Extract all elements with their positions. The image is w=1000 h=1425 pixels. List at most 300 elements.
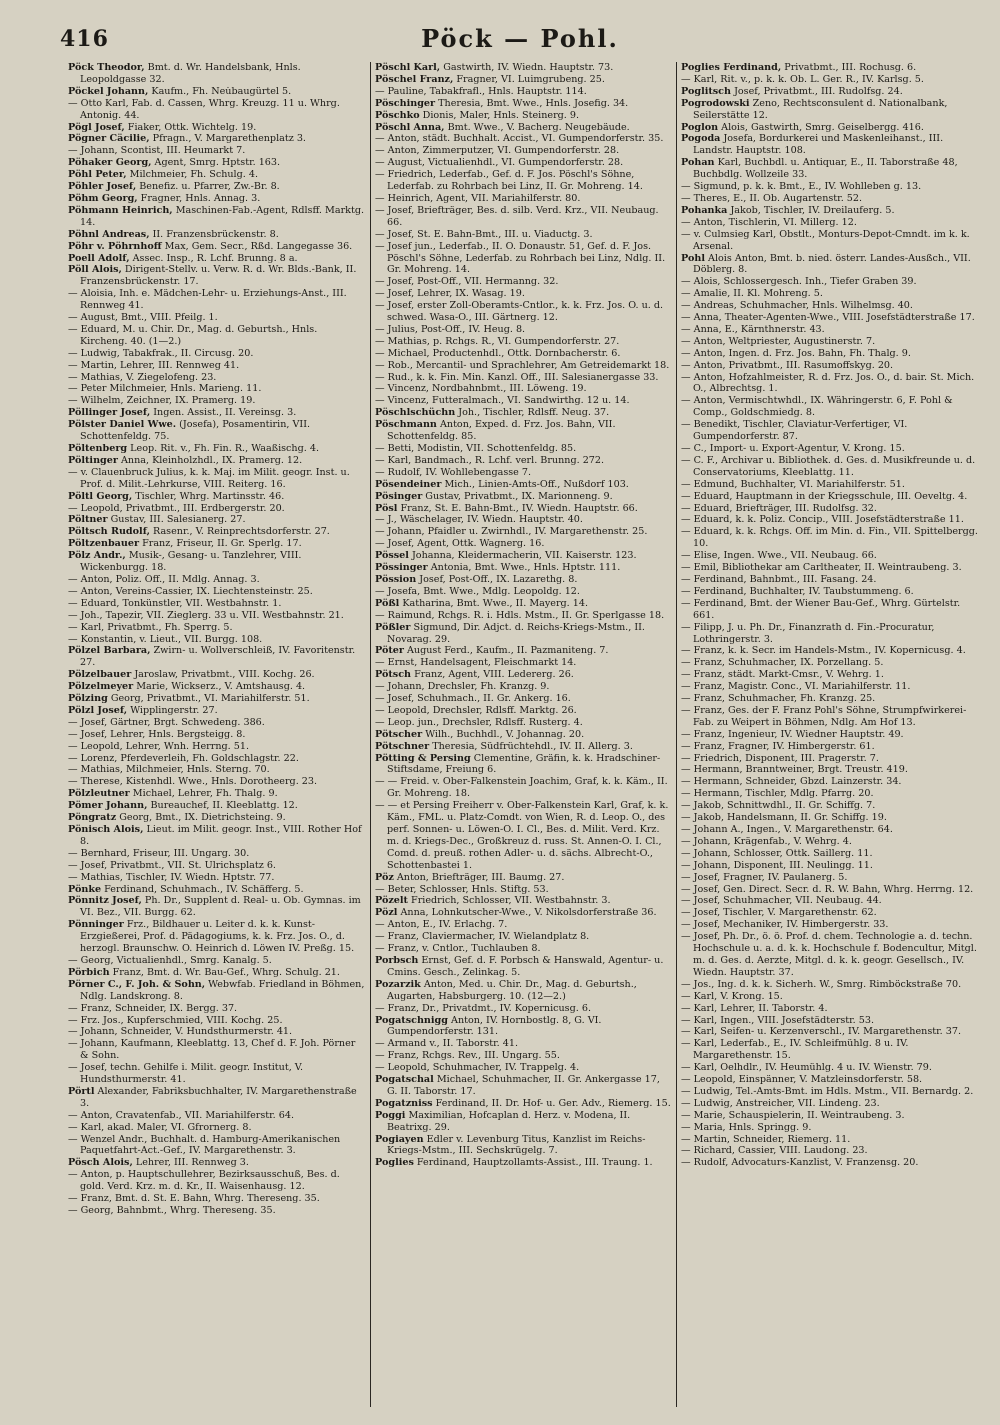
directory-entry	[681, 1003, 978, 1015]
entry-name: Pölzing	[68, 693, 108, 705]
entry-text: — Leopold, Drechsler, Rdlsff. Marktg. 26.	[375, 704, 577, 716]
entry-text: — Karl, Lehrer, II. Taborstr. 4.	[681, 1002, 828, 1014]
entry-name: Pössel	[375, 550, 409, 562]
entry-text: Theresia, Bmt. Wwe., Hnls. Josefig. 34.	[435, 97, 629, 109]
entry-text: — Leopold, Privatbmt., III. Erdbergerstr. 20.	[68, 502, 285, 514]
entry-name: Pöhnl Andreas,	[68, 228, 150, 240]
entry-text: Ph. Dr., Supplent d. Real- u. Ob. Gymnas. im VI. Bez., VII. Burgg. 62.	[80, 895, 361, 919]
entry-text: — Leopold, Lehrer, Wnh. Herrng. 51.	[68, 740, 250, 752]
entry-text: — Anna, Theater-Agenten-Wwe., VIII. Josefstädterstraße 17.	[681, 312, 975, 324]
entry-text: Ferdinand, Hauptzollamts-Assist., III. Traung. 1.	[413, 1157, 653, 1169]
directory-entry	[68, 253, 366, 265]
entry-text: Anna, Kleinholzhdl., IX. Pramerg. 12.	[117, 454, 303, 466]
entry-name: Pöter	[375, 645, 404, 657]
entry-text: — Leopold, Einspänner, V. Matzleinsdorferstr. 58.	[681, 1074, 923, 1086]
entry-name: Pölzl Josef,	[68, 704, 128, 716]
entry-text: — Josef, Privatbmt., VII. St. Ulrichsplatz 6.	[68, 859, 276, 871]
entry-text: — Sigmund, p. k. k. Bmt., E., IV. Wohlleben g. 13.	[681, 181, 922, 193]
entry-text: Milchmeier, Fh. Schulg. 4.	[126, 169, 259, 181]
column-2	[370, 62, 676, 1407]
entry-text: — Anton, Hofzahlmeister, R. d. Frz. Jos. O., d. bair. St. Mich. O., Albrechtsg. 1.	[681, 371, 975, 395]
entry-text: — Alois, Schlossergesch. Inh., Tiefer Graben 39.	[681, 276, 917, 288]
directory-entry	[68, 193, 366, 205]
directory-entry	[375, 1074, 672, 1098]
entry-name: Pölzleutner	[68, 788, 130, 800]
directory-entry	[375, 1157, 672, 1169]
directory-entry	[681, 1145, 978, 1157]
entry-text: — Johann, Schlosser, Ottk. Saillerg. 11.	[681, 847, 873, 859]
entry-text: — Karl, Privatbmt., Fh. Sperrg. 5.	[68, 621, 233, 633]
entry-text: Fiaker, Ottk. Wichtelg. 19.	[124, 121, 257, 133]
entry-text: — Heinrich, Agent, VII. Mariahilferstr. 80.	[375, 192, 581, 204]
directory-entry	[681, 598, 978, 622]
entry-name: Porbsch	[375, 954, 419, 966]
entry-text: — Beter, Schlosser, Hnls. Stiftg. 53.	[375, 883, 549, 895]
directory-entry	[681, 455, 978, 479]
entry-text: (Josefa), Posamentirin, VII. Schottenfeldg. 75.	[80, 419, 311, 443]
directory-entry	[681, 348, 978, 360]
directory-entry	[68, 669, 366, 681]
entry-name: Pogoda	[681, 133, 721, 145]
directory-entry	[681, 86, 978, 98]
directory-entry	[68, 229, 366, 241]
entry-text: — Mathias, Milchmeier, Hnls. Sterng. 70.	[68, 764, 270, 776]
entry-text: Bmt. Wwe., V. Bacherg. Neugebäude.	[444, 121, 630, 133]
directory-entry	[375, 717, 672, 729]
directory-entry	[375, 276, 672, 288]
directory-entry	[681, 800, 978, 812]
directory-entry	[375, 895, 672, 907]
entry-name: Pöz	[375, 871, 394, 883]
directory-entry	[375, 479, 672, 491]
entry-text: — Josef, Lehrer, Hnls. Bergsteigg. 8.	[68, 728, 246, 740]
entry-text: — Karl, Ingen., VIII. Josefstädterstr. 53.	[681, 1014, 874, 1026]
directory-entry	[681, 645, 978, 657]
directory-entry	[681, 253, 978, 277]
entry-text: — Jakob, Handelsmann, II. Gr. Schiffg. 19.	[681, 812, 887, 824]
entry-text: Webwfab. Friedland in Böhmen, Ndlg. Landskrong. 8.	[80, 978, 365, 1002]
entry-text: Gustav, Privatbmt., IX. Marionneng. 9.	[422, 490, 613, 502]
directory-entry	[375, 419, 672, 443]
entry-name: Pölzelmeyer	[68, 681, 134, 693]
entry-text: Rasenr., V. Reinprechtsdorferstr. 27.	[149, 526, 330, 538]
directory-entry	[68, 86, 366, 98]
entry-text: — Bernhard, Friseur, III. Ungarg. 30.	[68, 847, 250, 859]
running-head: Pöck — Pohl.	[421, 24, 619, 53]
directory-entry	[681, 562, 978, 574]
directory-entry	[681, 98, 978, 122]
entry-text: — Jos., Ing. d. k. k. Sicherh. W., Smrg. Rimböckstraße 70.	[681, 978, 962, 990]
directory-entry	[681, 919, 978, 931]
entry-text: Clementine, Gräfin, k. k. Hradschiner-Stiftsdame, Freiung 6.	[387, 752, 661, 776]
directory-entry	[681, 836, 978, 848]
entry-text: — Johann, Disponent, III. Neulingg. 11.	[681, 859, 873, 871]
entry-text: Gustav, III. Salesianerg. 27.	[107, 514, 246, 526]
entry-text: — Josef, St. E. Bahn-Bmt., III. u. Viaductg. 3.	[375, 228, 593, 240]
directory-entry	[68, 526, 366, 538]
entry-text: — Josef, Agent, Ottk. Wagnerg. 16.	[375, 538, 545, 550]
entry-text: Zwirn- u. Wollverschleiß, IV. Favoritenstr. 27.	[80, 645, 356, 669]
entry-text: Georg, Bmt., IX. Dietrichsteing. 9.	[116, 812, 286, 824]
directory-entry	[375, 526, 672, 538]
entry-name: Pöck Theodor,	[68, 62, 145, 73]
directory-entry	[375, 348, 672, 360]
directory-entry	[375, 979, 672, 1003]
entry-text: Ingen. Assist., II. Vereinsg. 3.	[150, 407, 297, 419]
directory-entry	[681, 1110, 978, 1122]
entry-text: Dionis, Maler, Hnls. Steinerg. 9.	[419, 109, 580, 121]
entry-name: Pöschmann	[375, 419, 437, 431]
directory-entry	[681, 1015, 978, 1027]
directory-entry	[68, 1015, 366, 1027]
directory-entry	[375, 300, 672, 324]
directory-entry	[681, 729, 978, 741]
column-3	[676, 62, 982, 1407]
directory-entry	[68, 824, 366, 848]
directory-entry	[68, 753, 366, 765]
entry-name: Pörbich	[68, 966, 110, 978]
directory-entry	[68, 514, 366, 526]
entry-text: — Josef, Briefträger, Bes. d. silb. Verd. Krz., VII. Neubaug. 66.	[375, 204, 659, 228]
entry-text: Michael, Lehrer, Fh. Thalg. 9.	[129, 788, 278, 800]
directory-entry	[68, 467, 366, 491]
directory-entry	[375, 122, 672, 134]
entry-text: Zeno, Rechtsconsulent d. Nationalbank, Seilerstätte 12.	[693, 97, 948, 121]
entry-name: Pötscher	[375, 728, 423, 740]
entry-text: — Karl, Rit. v., p. k. k. Ob. L. Ger. R., IV. Karlsg. 5.	[681, 73, 924, 85]
entry-name: Pöschko	[375, 109, 420, 121]
entry-text: Lehrer, III. Rennweg 3.	[132, 1157, 249, 1169]
entry-text: — Eduard, M. u. Chir. Dr., Mag. d. Geburtsh., Hnls. Kircheng. 40. (1—2.)	[68, 323, 318, 347]
entry-text: — Johann, Schneider, V. Hundsthurmerstr. 41.	[68, 1026, 293, 1038]
directory-entry	[375, 360, 672, 372]
directory-entry	[68, 1110, 366, 1122]
entry-text: — Ferdinand, Buchhalter, IV. Taubstummeng. 6.	[681, 585, 914, 597]
entry-text: — Martin, Lehrer, III. Rennweg 41.	[68, 359, 240, 371]
entry-text: Alois Anton, Bmt. b. nied. österr. Landes-Ausßch., VII. Döblerg. 8.	[693, 252, 971, 276]
entry-text: Josef, Privatbmt., III. Rudolfsg. 24.	[731, 85, 903, 97]
directory-entry	[681, 526, 978, 550]
directory-entry	[681, 1134, 978, 1146]
directory-entry	[681, 788, 978, 800]
directory-entry	[375, 86, 672, 98]
entry-text: — Johann, Pfaidler u. Zwirnhdl., IV. Margarethenstr. 25.	[375, 526, 648, 538]
entry-text: — Julius, Post-Off., IV. Heug. 8.	[375, 323, 526, 335]
directory-entry	[681, 705, 978, 729]
entry-text: — Mathias, V. Ziegelofeng. 23.	[68, 371, 217, 383]
entry-name: Pölzel Barbara,	[68, 645, 151, 657]
entry-name: Pogiayen	[375, 1133, 424, 1145]
directory-entry	[681, 1086, 978, 1098]
entry-text: Katharina, Bmt. Wwe., II. Mayerg. 14.	[399, 597, 589, 609]
directory-entry	[68, 812, 366, 824]
directory-entry	[68, 241, 366, 253]
entry-text: — Anton, p. Hauptschullehrer, Bezirksausschuß, Bes. d. gold. Verd. Krz. m. d. Kr., II. Waisenhausg. 12.	[68, 1169, 340, 1193]
directory-columns	[64, 62, 984, 1407]
directory-entry	[681, 860, 978, 872]
directory-entry	[68, 157, 366, 169]
directory-entry	[68, 169, 366, 181]
directory-entry	[375, 98, 672, 110]
entry-text: — Marie, Schauspielerin, II. Weintraubeng. 3.	[681, 1109, 905, 1121]
entry-name: Pössinger	[375, 562, 428, 574]
directory-entry	[68, 741, 366, 753]
entry-name: Pöschel Franz,	[375, 73, 454, 85]
entry-text: — Betti, Modistin, VII. Schottenfeldg. 85.	[375, 443, 577, 454]
directory-entry	[68, 395, 366, 407]
entry-name: Pörner C., F. Joh. & Sohn,	[68, 978, 206, 990]
directory-entry	[681, 764, 978, 776]
entry-text: Leop. Rit. v., Fh. Fin. R., Waaßischg. 4.	[127, 443, 320, 454]
entry-name: Pöhl Peter,	[68, 169, 127, 181]
directory-entry	[375, 681, 672, 693]
directory-entry	[681, 907, 978, 919]
directory-entry	[68, 764, 366, 776]
directory-entry	[681, 991, 978, 1003]
entry-name: Pötsch	[375, 669, 412, 681]
page-header	[60, 20, 980, 60]
entry-name: Pogatschal	[375, 1074, 434, 1086]
directory-entry	[68, 1038, 366, 1062]
entry-name: Pohanka	[681, 204, 728, 216]
directory-entry	[68, 443, 366, 455]
entry-name: Pöll Alois,	[68, 264, 122, 276]
entry-name: Pöhm Georg,	[68, 192, 138, 204]
directory-entry	[681, 753, 978, 765]
directory-entry	[375, 753, 672, 777]
entry-text: — Josef, Lehrer, IX. Wasag. 19.	[375, 288, 525, 300]
entry-name: Pömer Johann,	[68, 800, 148, 812]
entry-text: — Anton, Privatbmt., III. Rasumoffskyg. 20.	[681, 359, 894, 371]
entry-text: — Ludwig, Anstreicher, VII. Lindeng. 23.	[681, 1097, 880, 1109]
entry-text: Kaufm., Fh. Neu̇baugürtel 5.	[148, 85, 292, 97]
entry-text: Jaroslaw, Privatbmt., VIII. Kochg. 26.	[131, 669, 315, 681]
directory-entry	[68, 884, 366, 896]
directory-entry	[375, 288, 672, 300]
directory-entry	[375, 1110, 672, 1134]
directory-entry	[375, 395, 672, 407]
entry-text: — Josef jun., Lederfab., II. O. Donaustr. 51, Gef. d. F. Jos. Pöschl's Söhne, Lederfab. zu Rohrbach bei Linz, Ndlg. II. Gr. Mohreng. 14.	[375, 240, 666, 276]
directory-entry	[375, 610, 672, 622]
directory-entry	[375, 503, 672, 515]
entry-name: Pogatschnigg	[375, 1014, 448, 1026]
entry-name: Pöschlschüchn	[375, 407, 456, 419]
directory-entry	[681, 681, 978, 693]
entry-text: Mich., Linien-Amts-Off., Nußdorf 103.	[441, 478, 629, 490]
entry-text: Antonia, Bmt. Wwe., Hnls. Hptstr. 111.	[427, 562, 621, 574]
entry-text: — Leopold, Schuhmacher, IV. Trappelg. 4.	[375, 1062, 580, 1074]
entry-text: — Josefa, Bmt. Wwe., Mdlg. Leopoldg. 12.	[375, 585, 580, 597]
entry-name: Pöhr v. Pöhrnhoff	[68, 240, 162, 252]
directory-entry	[375, 705, 672, 717]
directory-entry	[68, 1026, 366, 1038]
entry-text: Josefa, Bordurkerei und Maskenleihanst., III. Landstr. Hauptstr. 108.	[693, 133, 944, 157]
directory-entry	[681, 276, 978, 288]
directory-entry	[68, 1086, 366, 1110]
entry-name: Pölzelbauer	[68, 669, 132, 681]
entry-text: Lieut. im Milit. geogr. Inst., VIII. Rother Hof 8.	[80, 824, 362, 847]
entry-text: Max, Gem. Secr., Rßd. Langegasse 36.	[161, 240, 353, 252]
directory-entry	[375, 919, 672, 931]
entry-text: Bureauchef, II. Kleeblattg. 12.	[147, 800, 298, 812]
entry-text: Agent, Smrg. Hptstr. 163.	[151, 157, 281, 169]
directory-entry	[68, 610, 366, 622]
entry-name: Poggi	[375, 1109, 406, 1121]
directory-entry	[375, 324, 672, 336]
entry-text: — Franz, v. Cntlor., Tuchlauben 8.	[375, 943, 541, 955]
entry-text: Franz, Agent, VIII. Ledererg. 26.	[411, 669, 574, 681]
directory-entry	[375, 514, 672, 526]
entry-text: — Franz, städt. Markt-Cmsr., V. Wehrg. 1.	[681, 669, 884, 681]
entry-name: Pözl	[375, 907, 398, 919]
directory-entry	[68, 979, 366, 1003]
entry-text: — Josef, Mechaniker, IV. Himbergerstr. 33.	[681, 919, 889, 931]
entry-name: Poglies Ferdinand,	[681, 62, 782, 73]
directory-entry	[681, 419, 978, 443]
entry-text: — Eduard, k. k. Poliz. Concip., VIII. Josefstädterstraße 11.	[681, 514, 964, 526]
entry-text: Michael, Schuhmacher, II. Gr. Ankergasse 17, G. II. Taborstr. 17.	[387, 1074, 660, 1097]
directory-entry	[375, 229, 672, 241]
entry-text: Theresia, Südfrüchtehdl., IV. II. Allerg. 3.	[429, 740, 633, 752]
entry-name: Pohan	[681, 157, 715, 169]
entry-text: — Josef, Tischler, V. Margarethenstr. 62.	[681, 907, 877, 919]
entry-text: — Mathias, p. Rchgs. R., VI. Gumpendorferstr. 27.	[375, 335, 620, 347]
directory-entry	[375, 586, 672, 598]
entry-name: Pögner Cäcilie,	[68, 133, 150, 145]
entry-text: — Franz, Magistr. Conc., VI. Mariahilferstr. 11.	[681, 681, 911, 693]
entry-text: — Elise, Ingen. Wwe., VII. Neubaug. 66.	[681, 550, 877, 562]
entry-text: — Wilhelm, Zeichner, IX. Pramerg. 19.	[68, 395, 256, 407]
entry-name: Pozarzik	[375, 978, 421, 990]
directory-entry	[68, 1205, 366, 1217]
directory-entry	[68, 419, 366, 443]
directory-entry	[68, 1157, 366, 1169]
directory-entry	[375, 872, 672, 884]
directory-entry	[375, 931, 672, 943]
entry-text: — Benedikt, Tischler, Claviatur-Verfertiger, VI. Gumpendorferstr. 87.	[681, 419, 908, 443]
entry-text: — Karl, Seifen- u. Kerzenverschl., IV. Margarethenstr. 37.	[681, 1026, 961, 1038]
directory-entry	[68, 895, 366, 919]
directory-entry	[681, 122, 978, 134]
directory-entry	[681, 193, 978, 205]
entry-text: — Rudolf, IV. Wohllebengasse 7.	[375, 466, 532, 478]
directory-entry	[681, 324, 978, 336]
directory-entry	[681, 360, 978, 372]
directory-entry	[375, 1098, 672, 1110]
entry-text: — Anton, Zimmerputzer, VI. Gumpendorferstr. 28.	[375, 145, 620, 157]
entry-text: — Anton, Ingen. d. Frz. Jos. Bahn, Fh. Thalg. 9.	[681, 347, 911, 359]
directory-entry	[68, 1169, 366, 1193]
entry-name: Pönninger	[68, 919, 124, 931]
directory-entry	[68, 181, 366, 193]
entry-name: Pöltner	[68, 514, 108, 526]
directory-entry	[681, 550, 978, 562]
directory-entry	[375, 657, 672, 669]
entry-text: Friedrich, Schlosser, VII. Westbahnstr. 3.	[407, 895, 611, 907]
entry-text: Fragner, Hnls. Annag. 3.	[137, 192, 261, 204]
entry-name: Pogatzniss	[375, 1097, 433, 1109]
entry-text: — Josef, Fragner, IV. Paulanerg. 5.	[681, 871, 848, 883]
entry-text: — Karl, Lederfab., E., IV. Schleifmühlg. 8 u. IV. Margarethenstr. 15.	[681, 1038, 909, 1062]
directory-entry	[68, 776, 366, 788]
directory-entry	[681, 1074, 978, 1086]
entry-text: Anton, IV. Hornbostlg. 8, G. VI. Gumpendorferstr. 131.	[387, 1014, 602, 1038]
directory-entry	[375, 169, 672, 193]
directory-entry	[681, 848, 978, 860]
directory-entry	[68, 550, 366, 574]
directory-entry	[375, 74, 672, 86]
entry-name: Pözelt	[375, 895, 408, 907]
directory-entry	[375, 1050, 672, 1062]
entry-text: — Franz, Schuhmacher, Fh. Kranzg. 25.	[681, 693, 876, 705]
entry-text: Franz, Bmt. d. Wr. Bau-Gef., Whrg. Schulg. 21.	[109, 966, 340, 978]
directory-entry	[681, 884, 978, 896]
entry-text: — Anna, E., Kärnthnerstr. 43.	[681, 323, 825, 335]
entry-name: Pößl	[375, 597, 400, 609]
entry-text: — Franz, Schuhmacher, IX. Porzellang. 5.	[681, 657, 884, 669]
entry-text: — Aloisia, Inh. e. Mädchen-Lehr- u. Erziehungs-Anst., III. Rennweg 41.	[68, 288, 347, 312]
directory-entry	[68, 538, 366, 550]
entry-text: — Franz, Schneider, IX. Bergg. 37.	[68, 1002, 238, 1014]
entry-text: — Karl, V. Krong. 15.	[681, 990, 783, 1002]
entry-text: — Josef, Schuhmacher, VII. Neubaug. 44.	[681, 895, 882, 907]
entry-text: — Eduard, Hauptmann in der Kriegsschule, III. Oeveltg. 4.	[681, 490, 968, 502]
entry-text: — Josef, Ph. Dr., ö. ö. Prof. d. chem. Technologie a. d. techn. Hochschule u. a. d. k. k. Hochschule f. Bodencultur, Mitgl. m. d. Ges. d. Aerzte, Mitgl. d. k. k. geogr. Gesellsch., IV. Wiedn. Hauptstr. 37.	[681, 931, 977, 978]
entry-text: II. Franzensbrückenstr. 8.	[149, 228, 279, 240]
entry-text: — Ludwig, Tabakfrak., II. Circusg. 20.	[68, 347, 254, 359]
entry-text: Gastwirth, IV. Wiedn. Hauptstr. 73.	[440, 62, 614, 73]
directory-entry	[375, 669, 672, 681]
directory-entry	[68, 360, 366, 372]
directory-entry	[375, 383, 672, 395]
directory-entry	[68, 348, 366, 360]
entry-text: Wilh., Buchhdl., V. Johannag. 20.	[422, 728, 585, 740]
entry-text: — Josef, Schuhmach., II. Gr. Ankerg. 16.	[375, 693, 571, 705]
directory-entry	[681, 133, 978, 157]
directory-entry	[375, 62, 672, 74]
entry-text: — Rob., Mercantil- und Sprachlehrer, Am Getreidemarkt 18.	[375, 359, 670, 371]
directory-entry	[375, 1003, 672, 1015]
entry-text: — Theres, E., II. Ob. Augartenstr. 52.	[681, 192, 863, 204]
entry-text: — Filipp, J. u. Ph. Dr., Finanzrath d. Fin.-Procuratur, Lothringerstr. 3.	[681, 621, 935, 645]
entry-text: — Joh., Tapezir, VII. Zieglerg. 33 u. VII. Westbahnstr. 21.	[68, 609, 344, 621]
directory-entry	[375, 157, 672, 169]
directory-entry	[68, 455, 366, 467]
entry-text: Anton, Exped. d. Frz. Jos. Bahn, VII. Schottenfeldg. 85.	[387, 419, 616, 443]
entry-text: — Rud., k. k. Fin. Min. Kanzl. Off., III. Salesianergasse 33.	[375, 371, 659, 383]
directory-entry	[375, 1134, 672, 1158]
directory-entry	[681, 336, 978, 348]
entry-text: Johanna, Kleidermacherin, VII. Kaiserstr. 123.	[408, 550, 637, 562]
entry-text: — Lorenz, Pferdeverleih, Fh. Goldschlagstr. 22.	[68, 752, 299, 764]
directory-entry	[681, 824, 978, 836]
page-number: 416	[60, 26, 109, 52]
directory-entry	[681, 1122, 978, 1134]
entry-name: Pötting & Persing	[375, 752, 471, 764]
entry-text: — Friedrich, Lederfab., Gef. d. F. Jos. Pöschl's Söhne, Lederfab. zu Rohrbach bei Linz, II. Gr. Mohreng. 14.	[375, 169, 643, 193]
entry-name: Poglitsch	[681, 85, 732, 97]
directory-entry	[68, 717, 366, 729]
entry-name: Pöngratz	[68, 812, 117, 824]
entry-text: Privatbmt., III. Rochusg. 6.	[781, 62, 917, 73]
entry-text: — C., Import- u. Export-Agentur, V. Krong. 15.	[681, 443, 905, 454]
entry-text: — Ferdinand, Bahnbmt., III. Fasang. 24.	[681, 573, 877, 585]
directory-entry	[681, 657, 978, 669]
directory-entry	[681, 229, 978, 253]
directory-entry	[68, 681, 366, 693]
directory-entry	[681, 1157, 978, 1169]
directory-entry	[68, 729, 366, 741]
